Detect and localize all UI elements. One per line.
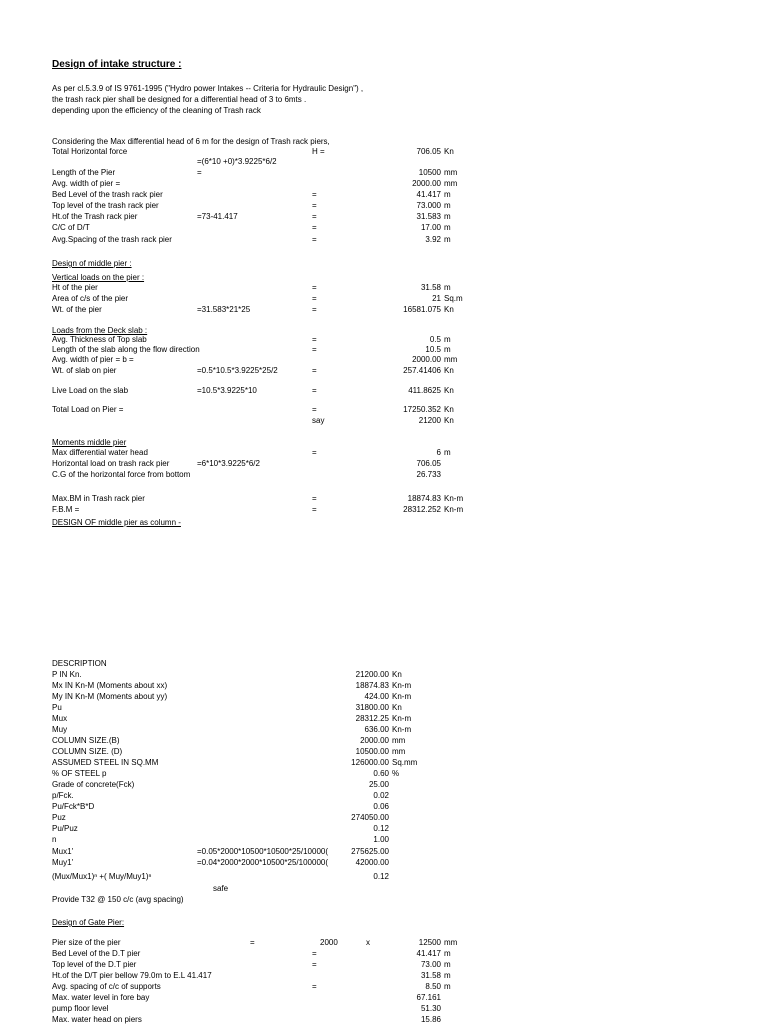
- row-label: Muy1': [52, 858, 74, 867]
- consider-text: Considering the Max differential head of 6 m for the design of Trash rack piers,: [52, 137, 330, 146]
- row-label: Length of the slab along the flow direction: [52, 345, 200, 354]
- row-label: Mux: [52, 714, 68, 723]
- intro-line: the trash rack pier shall be designed for a differential head of 3 to 6mts .: [52, 95, 307, 104]
- row-unit: Kn-m: [444, 505, 464, 514]
- row-equals: H =: [312, 147, 325, 156]
- row-value: 25.00: [368, 780, 389, 789]
- row-value: 3.92: [425, 235, 441, 244]
- row-label: p/Fck.: [52, 791, 74, 800]
- row-unit: Sq.mm: [392, 758, 418, 767]
- row-label: Wt. of the pier: [52, 305, 102, 314]
- row-formula: =6*10*3.9225*6/2: [197, 459, 260, 468]
- row-value: 67.161: [416, 993, 441, 1002]
- row-value: 41.417: [416, 190, 441, 199]
- row-unit: Kn: [444, 366, 454, 375]
- row-label: Top level of the trash rack pier: [52, 201, 159, 210]
- row-unit: mm: [392, 747, 406, 756]
- row-label: Pu: [52, 703, 62, 712]
- provide-text: Provide T32 @ 150 c/c (avg spacing): [52, 895, 184, 904]
- row-unit: Kn: [444, 416, 454, 425]
- row-value: 15.86: [420, 1015, 441, 1024]
- row-value: 10500: [418, 168, 441, 177]
- row-value: 10500.00: [355, 747, 389, 756]
- row-label: Mux1': [52, 847, 74, 856]
- row-value: 10.5: [425, 345, 441, 354]
- row-value: 706.05: [416, 459, 441, 468]
- row-label: Max. water head on piers: [52, 1015, 142, 1024]
- row-unit: Kn: [444, 305, 454, 314]
- deck-slab-heading: Loads from the Deck slab :: [52, 326, 148, 335]
- row-value: 2000.00: [360, 736, 389, 745]
- row-formula: =10.5*3.9225*10: [197, 386, 257, 395]
- row-equals: =: [312, 366, 317, 375]
- row-value: 0.5: [429, 335, 441, 344]
- row-value: 411.8625: [408, 386, 441, 395]
- row-unit: m: [444, 448, 451, 457]
- row-label: Avg. Thickness of Top slab: [52, 335, 147, 344]
- row-label: C.G of the horizontal force from bottom: [52, 470, 191, 479]
- row-label: Max.BM in Trash rack pier: [52, 494, 145, 503]
- row-label: Pu/Puz: [52, 824, 78, 833]
- column-heading: DESIGN OF middle pier as column -: [52, 518, 181, 527]
- row-label: P IN Kn.: [52, 670, 82, 679]
- row-label: C/C of D/T: [52, 223, 90, 232]
- row-equals: =: [312, 235, 317, 244]
- row-value: 275625.00: [351, 847, 389, 856]
- row-formula: =31.583*21*25: [197, 305, 251, 314]
- row-label: Ht of the pier: [52, 283, 98, 292]
- row-unit: m: [444, 960, 451, 969]
- row-formula: =0.5*10.5*3.9225*25/2: [197, 366, 278, 375]
- row-label: Live Load on the slab: [52, 386, 129, 395]
- row-value: 0.06: [373, 802, 389, 811]
- row-value: 636.00: [364, 725, 389, 734]
- row-value: 18874.83: [407, 494, 441, 503]
- row-value: 51.30: [420, 1004, 441, 1013]
- row-unit: m: [444, 283, 451, 292]
- row-value: 21200: [418, 416, 441, 425]
- row-unit: m: [444, 971, 451, 980]
- row-unit: Kn: [444, 405, 454, 414]
- row-value: 2000.00: [412, 355, 441, 364]
- row-value: 28312.252: [403, 505, 441, 514]
- row-c2: =: [250, 938, 255, 947]
- row-unit: Kn-m: [392, 681, 412, 690]
- row-unit: m: [444, 982, 451, 991]
- row-c3: =: [312, 982, 317, 991]
- row-unit: Kn: [392, 670, 402, 679]
- row-label: n: [52, 835, 57, 844]
- row-value: 706.05: [416, 147, 441, 156]
- row-value: 0.60: [373, 769, 389, 778]
- intro-line: depending upon the efficiency of the cleaning of Trash rack: [52, 106, 261, 115]
- row-value: 41.417: [416, 949, 441, 958]
- row-unit: m: [444, 223, 451, 232]
- row-equals: =: [312, 505, 317, 514]
- row-unit: m: [444, 345, 451, 354]
- row-value: 18874.83: [355, 681, 389, 690]
- row-unit: Kn-m: [392, 692, 412, 701]
- row-value: 274050.00: [351, 813, 389, 822]
- row-unit: m: [444, 949, 451, 958]
- row-label: pump floor level: [52, 1004, 109, 1013]
- row-label: Avg.Spacing of the trash rack pier: [52, 235, 172, 244]
- row-label: Top level of the D.T pier: [52, 960, 137, 969]
- row-unit: mm: [444, 938, 458, 947]
- row-value: 2000.00: [412, 179, 441, 188]
- row-c3: =: [312, 949, 317, 958]
- row-equals: =: [312, 494, 317, 503]
- row-value: 17250.352: [403, 405, 441, 414]
- row-label: ASSUMED STEEL IN SQ.MM: [52, 758, 159, 767]
- row-equals: =: [312, 283, 317, 292]
- row-formula: =0.05*2000*10500*10500*25/10000(: [197, 847, 329, 856]
- row-unit: Kn-m: [444, 494, 464, 503]
- row-label: Max differential water head: [52, 448, 148, 457]
- row-label: COLUMN SIZE. (D): [52, 747, 123, 756]
- row-value: 0.12: [373, 824, 389, 833]
- row-equals: =: [312, 223, 317, 232]
- row-value: 73.000: [416, 201, 441, 210]
- row-equals: =: [312, 405, 317, 414]
- safe-label: safe: [213, 884, 229, 893]
- row-label: Pier size of the pier: [52, 938, 121, 947]
- row-value: 31.583: [416, 212, 441, 221]
- row-unit: mm: [444, 168, 458, 177]
- row-unit: mm: [444, 179, 458, 188]
- row-label: Horizontal load on trash rack pier: [52, 459, 170, 468]
- row-label: (Mux/Mux1)ⁿ +( Muy/Muy1)ⁿ: [52, 872, 152, 881]
- row-unit: Kn: [444, 147, 454, 156]
- row-value: 16581.075: [403, 305, 441, 314]
- row-value: 21: [432, 294, 441, 303]
- row-label: Avg. spacing of c/c of supports: [52, 982, 161, 991]
- row-unit: mm: [392, 736, 406, 745]
- row-label: Wt. of slab on pier: [52, 366, 117, 375]
- row-c3: 2000: [320, 938, 338, 947]
- row-value: 8.50: [425, 982, 441, 991]
- page-title: Design of intake structure :: [52, 59, 182, 70]
- row-equals: =: [312, 201, 317, 210]
- row-c4: x: [366, 938, 370, 947]
- row-label: Max. water level in fore bay: [52, 993, 150, 1002]
- row-value: 42000.00: [355, 858, 389, 867]
- row-value: 126000.00: [351, 758, 389, 767]
- row-unit: Kn: [444, 386, 454, 395]
- row-label: F.B.M =: [52, 505, 80, 514]
- row-label: Muy: [52, 725, 68, 734]
- row-value: 0.02: [373, 791, 389, 800]
- row-value: 12500: [418, 938, 441, 947]
- row-unit: Kn-m: [392, 725, 412, 734]
- row-unit: m: [444, 335, 451, 344]
- row-label: Ht.of the Trash rack pier: [52, 212, 138, 221]
- row-label: DESCRIPTION: [52, 659, 107, 668]
- gate-pier-heading: Design of Gate Pier:: [52, 918, 125, 927]
- row-c3: =: [312, 960, 317, 969]
- row-unit: Kn: [392, 703, 402, 712]
- row-value: 17.00: [420, 223, 441, 232]
- row-formula: =(6*10 +0)*3.9225*6/2: [197, 157, 277, 166]
- row-equals: =: [312, 345, 317, 354]
- moments-heading: Moments middle pier: [52, 438, 127, 447]
- row-label: Grade of concrete(Fck): [52, 780, 135, 789]
- row-equals: =: [312, 448, 317, 457]
- row-value: 21200.00: [355, 670, 389, 679]
- row-equals: =: [312, 335, 317, 344]
- row-unit: Kn-m: [392, 714, 412, 723]
- row-unit: m: [444, 201, 451, 210]
- row-value: 257.41406: [403, 366, 441, 375]
- row-unit: m: [444, 212, 451, 221]
- row-equals: =: [312, 190, 317, 199]
- row-label: Bed Level of the trash rack pier: [52, 190, 163, 199]
- row-label: Pu/Fck*B*D: [52, 802, 95, 811]
- row-value: 28312.25: [355, 714, 389, 723]
- row-formula: =: [197, 168, 202, 177]
- middle-pier-heading: Design of middle pier :: [52, 259, 132, 268]
- row-equals: =: [312, 305, 317, 314]
- row-label: Total Load on Pier =: [52, 405, 124, 414]
- row-label: Bed Level of the D.T pier: [52, 949, 141, 958]
- row-value: 26.733: [416, 470, 441, 479]
- row-unit: mm: [444, 355, 458, 364]
- row-unit: m: [444, 235, 451, 244]
- row-value: 31800.00: [355, 703, 389, 712]
- vertical-loads-heading: Vertical loads on the pier :: [52, 273, 145, 282]
- row-unit: Sq.m: [444, 294, 463, 303]
- row-label: Avg. width of pier =: [52, 179, 121, 188]
- row-label: Ht.of the D/T pier bellow 79.0m to E.L 41.417: [52, 971, 212, 980]
- row-equals: say: [312, 416, 325, 425]
- row-equals: =: [312, 212, 317, 221]
- intro-line: As per cl.5.3.9 of IS 9761-1995 ("Hydro power Intakes -- Criteria for Hydraulic Design") ,: [52, 84, 364, 93]
- row-formula: =73-41.417: [197, 212, 238, 221]
- row-value: 424.00: [364, 692, 389, 701]
- row-label: Mx IN Kn-M (Moments about xx): [52, 681, 168, 690]
- row-label: Area of c/s of the pier: [52, 294, 129, 303]
- row-unit: %: [392, 769, 400, 778]
- row-value: 6: [436, 448, 441, 457]
- row-label: My IN Kn-M (Moments about yy): [52, 692, 168, 701]
- row-value: 31.58: [420, 971, 441, 980]
- row-label: Avg. width of pier = b =: [52, 355, 134, 364]
- row-value: 1.00: [373, 835, 389, 844]
- row-label: Total Horizontal force: [52, 147, 128, 156]
- row-label: % OF STEEL p: [52, 769, 107, 778]
- row-label: Length of the Pier: [52, 168, 116, 177]
- row-value: 31.58: [420, 283, 441, 292]
- row-value: 0.12: [373, 872, 389, 881]
- row-unit: m: [444, 190, 451, 199]
- row-formula: =0.04*2000*2000*10500*25/100000(: [197, 858, 329, 867]
- row-equals: =: [312, 386, 317, 395]
- row-equals: =: [312, 294, 317, 303]
- row-label: Puz: [52, 813, 66, 822]
- row-label: COLUMN SIZE.(B): [52, 736, 120, 745]
- row-value: 73.00: [420, 960, 441, 969]
